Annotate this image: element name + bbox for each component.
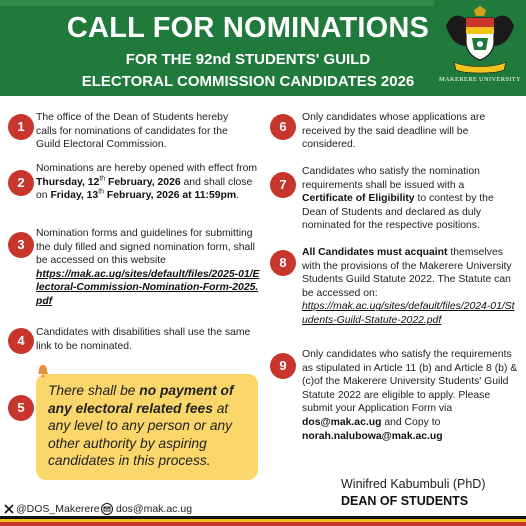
item-number-badge: 3 <box>8 232 34 258</box>
item-8-text: All Candidates must acquaint themselves with the provisions of the Makerere University Students Guild Statute 2022. The Statute can be accessed on: https://mak.ac.ug/sites/default/files/2024-01/Students-Guild-Statute-2022.pdf <box>302 247 515 326</box>
university-name: MAKERERE UNIVERSITY <box>438 76 522 83</box>
footer-color-stripes <box>0 516 526 526</box>
footer-stripe-red <box>0 522 526 526</box>
coat-of-arms-icon <box>442 6 518 76</box>
item-7-text: Candidates who satisfy the nomination requirements shall be issued with a Certificate of Eligibility to contest by the Dean of Students and declared as duly nominated for the respective positions. <box>302 166 494 232</box>
page-subtitle-line2: ELECTORAL COMMISSION CANDIDATES 2026 <box>81 73 415 90</box>
footer-email[interactable]: dos@mak.ac.ug <box>116 503 193 515</box>
item-number-badge: 8 <box>270 250 296 276</box>
no-payment-callout <box>36 374 258 480</box>
bell-icon <box>36 364 50 378</box>
item-number-badge: 6 <box>270 114 296 140</box>
cc-email-link[interactable]: norah.nalubowa@mak.ac.ug <box>302 430 443 442</box>
item-1-text: The office of the Dean of Students hereby calls for nominations of candidates for the Guild Electoral Commission. <box>36 112 229 151</box>
x-logo-icon <box>4 504 14 514</box>
item-number-badge: 5 <box>8 395 34 421</box>
email-icon <box>101 503 113 515</box>
page-subtitle-line1: FOR THE 92nd STUDENTS' GUILD <box>125 51 371 68</box>
item-9-text: Only candidates who satisfy the requirements as stipulated in Article 11 (b) and Article 8 (b) & (c)of the Makerere University Students' Guild Statute 2022 are eligible to apply. Please submit your Application Form via dos@mak.ac.ug and Copy to norah.nalubowa@mak.ac.ug <box>302 349 518 442</box>
item-number-badge: 4 <box>8 328 34 354</box>
item-3-text: Nomination forms and guidelines for submitting the duly filled and signed nomination form, shall be accessed on this website https://mak.ac.ug/sites/default/files/2025-01/Electoral-Commission-Nomination-Form-2025.pdf <box>36 228 260 307</box>
item-5-text: There shall be no payment of any electoral related fees at any level to any person or any other authority by aspiring candidates in this process. <box>48 383 234 469</box>
page-title: CALL FOR NOMINATIONS <box>66 12 430 44</box>
item-number-badge: 2 <box>8 170 34 196</box>
university-logo <box>434 0 526 96</box>
signatory-name: Winifred Kabumbuli (PhD) <box>341 477 486 491</box>
item-2-text: Nominations are hereby opened with effect from Thursday, 12th February, 2026 and shall close on Friday, 13th February, 2026 at 11:59pm. <box>36 163 258 202</box>
item-6-text: Only candidates whose applications are received by the said deadline will be considered. <box>302 112 486 151</box>
signatory-title: DEAN OF STUDENTS <box>341 494 469 508</box>
item-number-badge: 9 <box>270 353 296 379</box>
dos-email-link[interactable]: dos@mak.ac.ug <box>302 416 382 428</box>
nomination-form-link[interactable]: https://mak.ac.ug/sites/default/files/2025-01/Electoral-Commission-Nomination-Form-2025.pdf <box>36 268 260 307</box>
item-4-text: Candidates with disabilities shall use the same link to be nominated. <box>36 327 251 352</box>
item-number-badge: 1 <box>8 114 34 140</box>
item-number-badge: 7 <box>270 172 296 198</box>
guild-statute-link[interactable]: https://mak.ac.ug/sites/default/files/2024-01/Students-Guild-Statute-2022.pdf <box>302 301 515 326</box>
x-handle[interactable]: @DOS_Makerere <box>16 503 100 515</box>
